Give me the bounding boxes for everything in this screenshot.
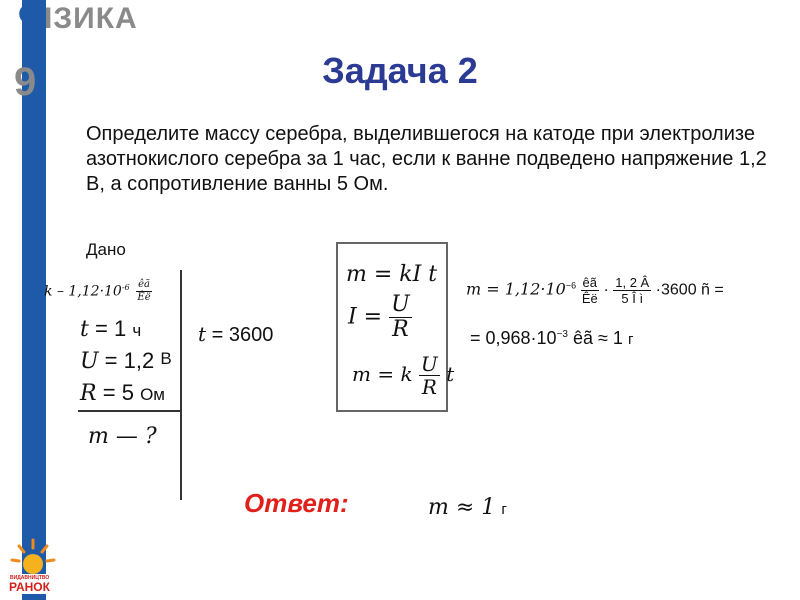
- grade-number: 9: [14, 60, 37, 104]
- formula-2: I = $\frac{U}{R}$: [348, 292, 410, 342]
- formula-1: m = kI t: [346, 262, 438, 287]
- slide-title: Задача 2: [322, 50, 478, 91]
- given-t: t = 1 ч: [80, 316, 142, 342]
- given-U: U = 1,2 В: [80, 348, 172, 374]
- problem-text: Определите массу серебра, выделившегося на катоде при электролизе азотнокислого серебра за 1 час, если к ванне подведено напряжение 1,2 В, а сопротивление ванны 5 Ом.: [86, 123, 767, 195]
- publisher-name: РАНОК: [9, 580, 50, 594]
- conversion-t: t = 3600: [198, 322, 274, 346]
- answer-value: m ≈ 1 г: [428, 495, 507, 520]
- given-k: $k - 1,12\cdot 10^{-6}$ $\frac{êã}{Êë}$: [44, 279, 151, 303]
- calc-line-2: = $0,968\cdot 10^{-3}$ êã ≈ 1 г: [470, 328, 634, 348]
- publisher-logo: [8, 536, 58, 594]
- brand-letter-f: Ф: [18, 0, 49, 35]
- publisher-small: ВИДАВНИЦТВО: [10, 575, 50, 581]
- given-R: R = 5 Ом: [80, 380, 165, 406]
- given-underline: [78, 410, 180, 412]
- calc-line-1: $m = 1,12\cdot 10^{-6}$ $\frac{êã}{Êë}$ · $\frac{1, 2 Â}{\text{5 Î ì}}$ ·3600 ñ =: [466, 275, 724, 306]
- brand-name: ІЗИКА: [44, 2, 138, 35]
- given-separator: [180, 270, 182, 500]
- answer-label: Ответ:: [244, 488, 349, 518]
- formula-3: m = k $\frac{U}{R}$ t: [352, 352, 455, 399]
- find-quantity: m — ?: [88, 424, 157, 449]
- given-label: Дано: [86, 240, 126, 259]
